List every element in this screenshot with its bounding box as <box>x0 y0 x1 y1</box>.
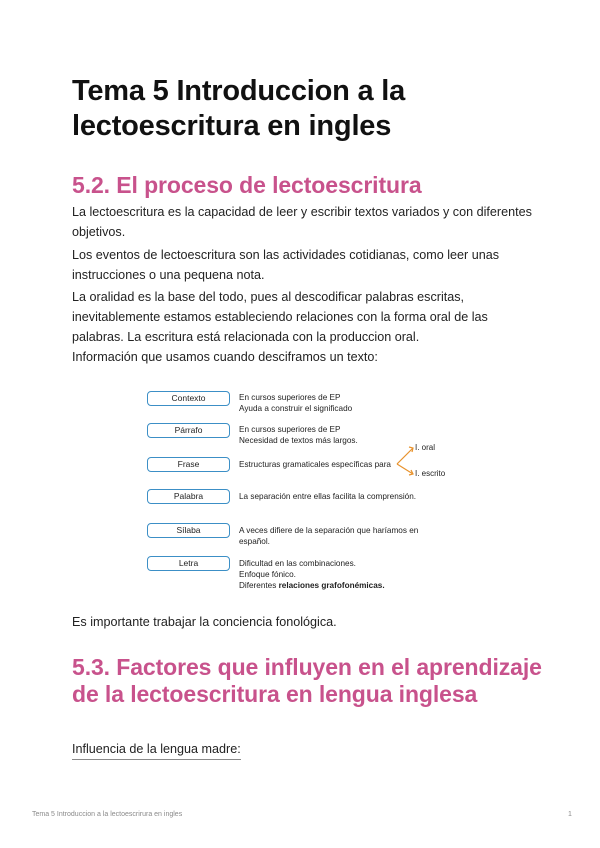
desc-line: Ayuda a construir el significado <box>239 404 353 413</box>
level-label-letra: Letra <box>147 556 230 571</box>
page-title: Tema 5 Introduccion a la lectoescritura en ingles <box>72 75 406 142</box>
level-desc-palabra <box>239 491 416 502</box>
paragraph-orality: La oralidad es la base del todo, pues al descodificar palabras escritas, inevitablemente estamos estableciendo relaciones con la forma oral de las palabras. La escritura está relacionada con la produccion oral. <box>72 290 488 344</box>
subheading-mother-tongue: Influencia de la lengua madre: <box>72 740 241 760</box>
branch-label-escrito: I. escrito <box>415 469 446 478</box>
paragraph-information-intro: Información que usamos cuando desciframos un texto: <box>72 350 378 364</box>
level-desc-contexto <box>239 392 352 414</box>
desc-line: A veces difiere de la separación que haríamos en <box>239 526 419 535</box>
footer-doc-title: Tema 5 Introduccion a la lectoescrirura en ingles <box>32 811 183 818</box>
level-label-parrafo: Párrafo <box>147 423 230 438</box>
level-label-palabra: Palabra <box>147 489 230 504</box>
paragraph-definition: La lectoescritura es la capacidad de leer y escribir textos variados y con diferentes objetivos. <box>72 205 532 239</box>
desc-line: Dificultad en las combinaciones. <box>239 559 356 568</box>
desc-bold: relaciones grafofonémicas. <box>278 581 385 590</box>
level-desc-frase <box>239 459 391 470</box>
branch-label-oral: I. oral <box>415 443 436 452</box>
level-desc-parrafo <box>239 424 358 446</box>
desc-line: español. <box>239 537 270 546</box>
paragraph-events: Los eventos de lectoescritura son las actividades cotidianas, como leer unas instrucciones o una pequena nota. <box>72 248 500 282</box>
paragraph-phonological: Es importante trabajar la conciencia fonológica. <box>72 615 337 629</box>
desc-line-bold <box>239 580 385 591</box>
level-label-contexto: Contexto <box>147 391 230 406</box>
level-desc-letra <box>239 558 385 591</box>
level-label-frase: Frase <box>147 457 230 472</box>
desc-line: En cursos superiores de EP <box>239 425 341 434</box>
desc-line: En cursos superiores de EP <box>239 393 341 402</box>
section-heading-5-2: 5.2. El proceso de lectoescritura <box>72 172 422 198</box>
desc-line: Necesidad de textos más largos. <box>239 436 358 445</box>
desc-prefix: Diferentes <box>239 581 279 590</box>
level-label-silaba: Sílaba <box>147 523 230 538</box>
level-desc-silaba <box>239 525 418 547</box>
reading-levels-diagram <box>140 380 470 600</box>
desc-line: Enfoque fónico. <box>239 570 296 579</box>
desc-line: La separación entre ellas facilita la comprensión. <box>239 492 417 501</box>
section-heading-5-3: 5.3. Factores que influyen en el aprendizaje de la lectoescritura en lengua inglesa <box>72 654 542 707</box>
desc-line: Estructuras gramaticales específicas para <box>239 460 391 469</box>
footer-page-number: 1 <box>568 811 572 818</box>
